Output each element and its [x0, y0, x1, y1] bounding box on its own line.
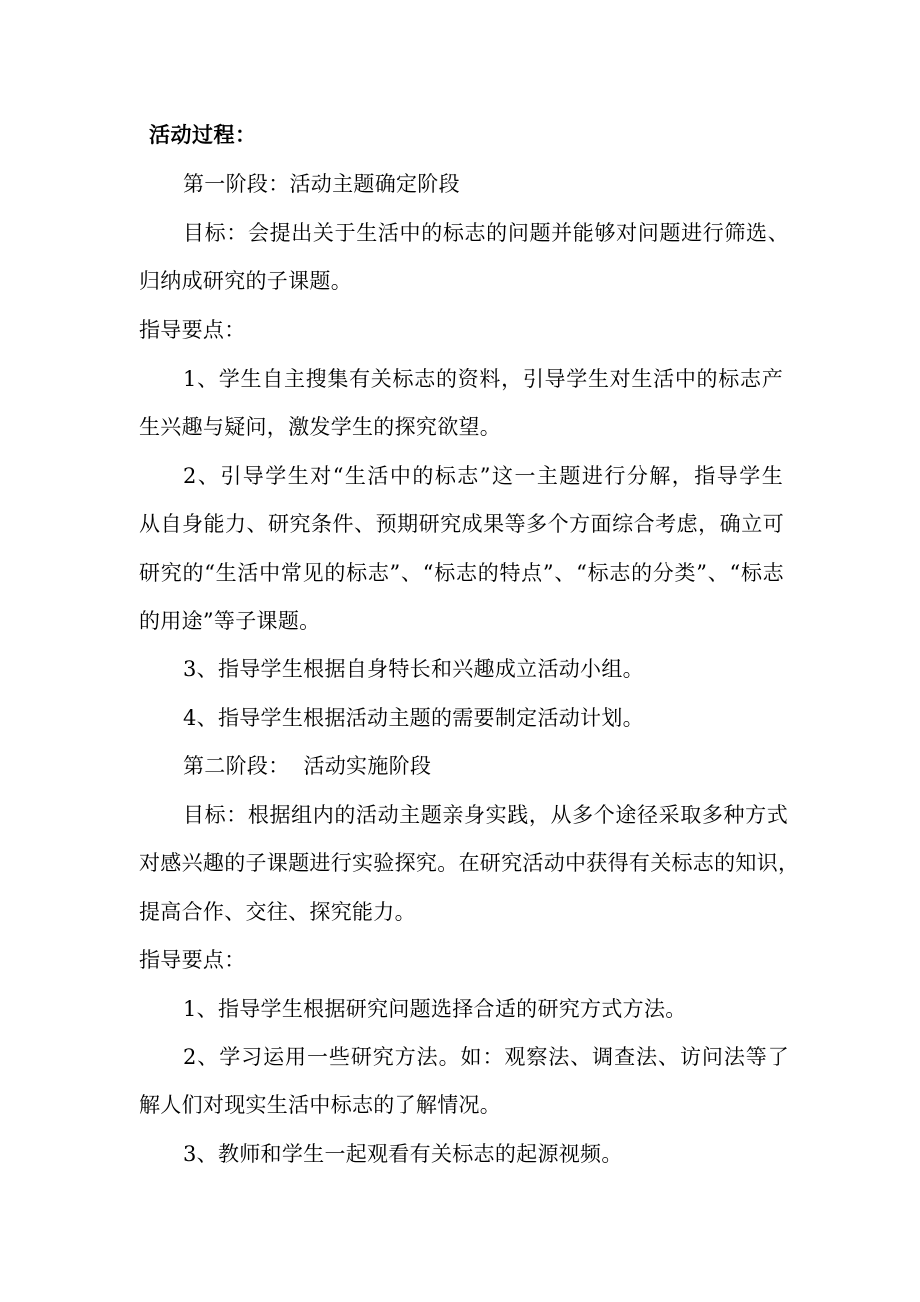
section-title: 活动过程： [149, 123, 257, 147]
stage1-point2-line3: 研究的“生活中常见的标志”、“标志的特点”、“标志的分类”、“标志 [139, 561, 784, 585]
stage1-point1-line1: 1、学生自主搜集有关标志的资料，引导学生对生活中的标志产 [183, 367, 783, 391]
stage1-point4: 4、指导学生根据活动主题的需要制定活动计划。 [183, 706, 644, 730]
stage2-point3: 3、教师和学生一起观看有关标志的起源视频。 [183, 1142, 623, 1166]
stage1-goal-line1: 目标：会提出关于生活中的标志的问题并能够对问题进行筛选、 [183, 221, 789, 245]
stage2-heading: 第二阶段： 活动实施阶段 [183, 754, 432, 778]
stage2-point2-line1: 2、学习运用一些研究方法。如：观察法、调查法、访问法等了 [183, 1045, 789, 1069]
stage2-point2-line2: 解人们对现实生活中标志的了解情况。 [139, 1093, 502, 1117]
stage1-point2-line4: 的用途”等子课题。 [139, 609, 321, 633]
stage2-goal-line2: 对感兴趣的子课题进行实验探究。在研究活动中获得有关标志的知识， [139, 851, 800, 875]
stage2-goal-line3: 提高合作、交往、探究能力。 [139, 900, 416, 924]
stage1-heading: 第一阶段：活动主题确定阶段 [183, 172, 460, 196]
stage1-point3: 3、指导学生根据自身特长和兴趣成立活动小组。 [183, 657, 644, 681]
stage2-goal-line1: 目标：根据组内的活动主题亲身实践，从多个途径采取多种方式 [183, 803, 788, 827]
stage1-goal-line2: 归纳成研究的子课题。 [139, 269, 352, 293]
stage2-point1: 1、指导学生根据研究问题选择合适的研究方式方法。 [183, 997, 687, 1021]
stage1-guide-label: 指导要点： [139, 318, 246, 342]
stage2-guide-label: 指导要点： [139, 948, 246, 972]
stage1-point2-line2: 从自身能力、研究条件、预期研究成果等多个方面综合考虑，确立可 [139, 512, 784, 536]
stage1-point2-line1: 2、引导学生对“生活中的标志”这一主题进行分解，指导学生 [183, 464, 783, 488]
stage1-point1-line2: 生兴趣与疑问，激发学生的探究欲望。 [139, 415, 502, 439]
